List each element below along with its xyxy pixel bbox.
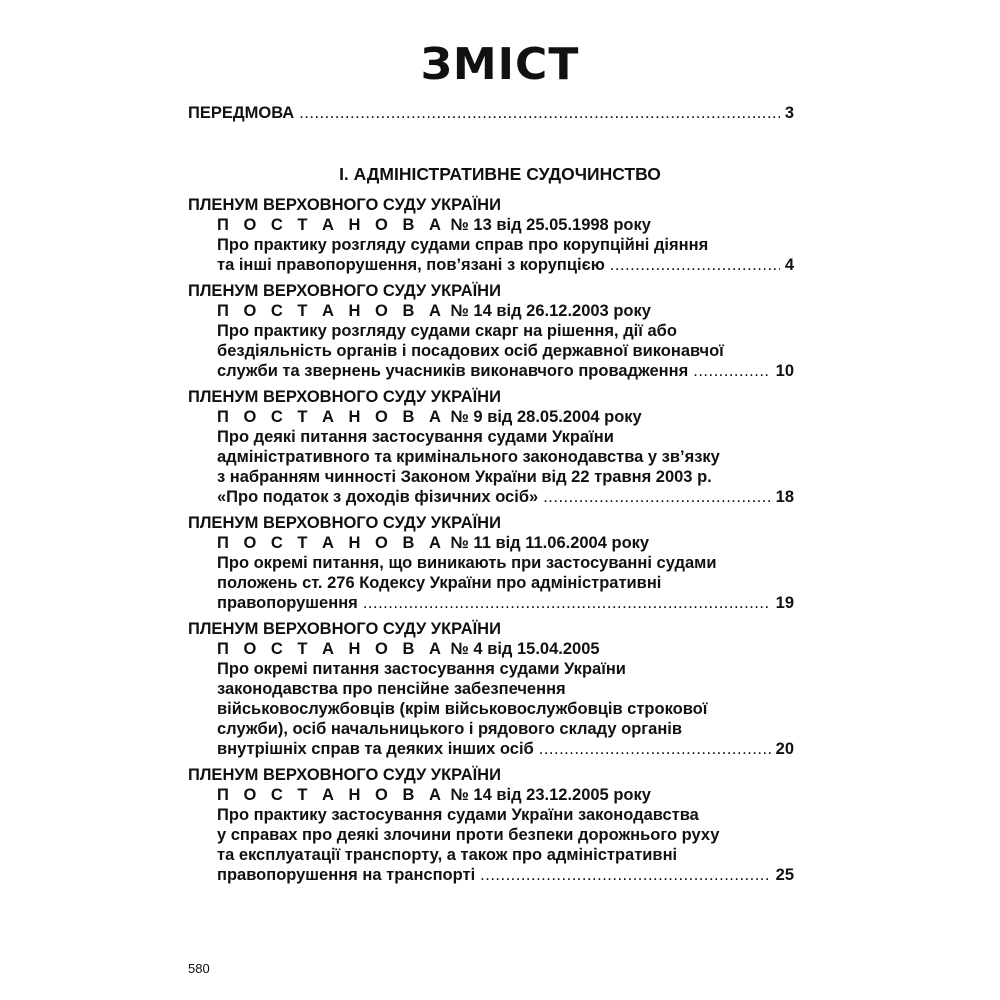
page-footer-number: 580 bbox=[188, 961, 210, 976]
toc-entries bbox=[188, 195, 794, 891]
resolution-details: № 11 від 11.06.2004 року bbox=[450, 534, 650, 552]
resolution-word: П О С Т А Н О В А bbox=[217, 786, 446, 804]
toc-entry-title-line: Про деякі питання застосування судами України bbox=[217, 428, 614, 446]
toc-entry-resolution bbox=[188, 639, 794, 659]
toc-entry-title-line: військовослужбовців (крім військовослужбовців строкової bbox=[217, 700, 708, 718]
toc-entry-title-line: Про практику розгляду судами справ про корупційні діяння bbox=[217, 236, 709, 254]
toc-entry-title-line: правопорушення на транспорті bbox=[217, 866, 476, 884]
toc-entry-resolution bbox=[188, 785, 794, 805]
toc-entry-resolution bbox=[188, 215, 794, 235]
toc-entry-title-line: служби), осіб начальницького і рядового складу органів bbox=[217, 720, 683, 738]
toc-entry-court: ПЛЕНУМ ВЕРХОВНОГО СУДУ УКРАЇНИ bbox=[188, 514, 501, 532]
resolution-word: П О С Т А Н О В А bbox=[217, 216, 446, 234]
toc-entry[interactable] bbox=[188, 281, 794, 381]
toc-page-number: 19 bbox=[775, 594, 794, 612]
resolution-word: П О С Т А Н О В А bbox=[217, 302, 446, 320]
toc-entry-title-line: Про практику застосування судами України законодавства bbox=[217, 806, 699, 824]
toc-entry-title-line: Про окремі питання, що виникають при застосуванні судами bbox=[217, 554, 717, 572]
toc-entry-last-line bbox=[188, 361, 794, 381]
toc-entry-title-line: у справах про деякі злочини проти безпеки дорожнього руху bbox=[217, 826, 720, 844]
toc-preface-label: ПЕРЕДМОВА bbox=[188, 104, 295, 122]
resolution-details: № 4 від 15.04.2005 bbox=[450, 640, 600, 658]
toc-preface[interactable] bbox=[188, 103, 794, 123]
dot-leader bbox=[610, 255, 780, 275]
toc-entry-court: ПЛЕНУМ ВЕРХОВНОГО СУДУ УКРАЇНИ bbox=[188, 620, 501, 638]
section-heading: І. АДМІНІСТРАТИВНЕ СУДОЧИНСТВО bbox=[339, 164, 661, 184]
toc-entry-last-line bbox=[188, 739, 794, 759]
resolution-details: № 14 від 23.12.2005 року bbox=[450, 786, 651, 804]
toc-entry-court: ПЛЕНУМ ВЕРХОВНОГО СУДУ УКРАЇНИ bbox=[188, 282, 501, 300]
dot-leader bbox=[480, 865, 770, 885]
toc-entry[interactable] bbox=[188, 513, 794, 613]
toc-entry-title-line: Про практику розгляду судами скарг на рішення, дії або bbox=[217, 322, 677, 340]
toc-entry-title-line: «Про податок з доходів фізичних осіб» bbox=[217, 488, 539, 506]
toc-entry[interactable] bbox=[188, 387, 794, 507]
toc-entry[interactable] bbox=[188, 619, 794, 759]
toc-entry-title-line: служби та звернень учасників виконавчого провадження bbox=[217, 362, 689, 380]
toc-entry-title-line: законодавства про пенсійне забезпечення bbox=[217, 680, 566, 698]
toc-entry-title-line: адміністративного та кримінального законодавства у зв’язку bbox=[217, 448, 720, 466]
resolution-details: № 13 від 25.05.1998 року bbox=[450, 216, 651, 234]
resolution-word: П О С Т А Н О В А bbox=[217, 408, 446, 426]
toc-page-number: 18 bbox=[775, 488, 794, 506]
toc-entry[interactable] bbox=[188, 195, 794, 275]
toc-page-number: 3 bbox=[784, 104, 794, 122]
toc-page-number: 25 bbox=[775, 866, 794, 884]
toc-page-number: 4 bbox=[784, 256, 794, 274]
dot-leader bbox=[693, 361, 770, 381]
resolution-word: П О С Т А Н О В А bbox=[217, 534, 446, 552]
toc-entry-title-line: бездіяльність органів і посадових осіб державної виконавчої bbox=[217, 342, 724, 360]
toc-entry-resolution bbox=[188, 407, 794, 427]
toc-entry-title-line: правопорушення bbox=[217, 594, 358, 612]
dot-leader bbox=[363, 593, 771, 613]
toc-entry-title-line: та експлуатації транспорту, а також про адміністративні bbox=[217, 846, 678, 864]
toc-entry-title-line: положень ст. 276 Кодексу України про адміністративні bbox=[217, 574, 662, 592]
toc-entry-title-line: Про окремі питання застосування судами України bbox=[217, 660, 626, 678]
toc-entry-last-line bbox=[188, 865, 794, 885]
toc-entry-title-line: та інші правопорушення, пов’язані з корупцією bbox=[217, 256, 605, 274]
toc-page-number: 20 bbox=[775, 740, 794, 758]
toc-entry-court: ПЛЕНУМ ВЕРХОВНОГО СУДУ УКРАЇНИ bbox=[188, 196, 501, 214]
dot-leader bbox=[543, 487, 770, 507]
toc-entry-resolution bbox=[188, 533, 794, 553]
toc-entry-last-line bbox=[188, 255, 794, 275]
toc-entry-court: ПЛЕНУМ ВЕРХОВНОГО СУДУ УКРАЇНИ bbox=[188, 388, 501, 406]
resolution-word: П О С Т А Н О В А bbox=[217, 640, 446, 658]
resolution-details: № 9 від 28.05.2004 року bbox=[450, 408, 642, 426]
dot-leader bbox=[539, 739, 771, 759]
toc-entry[interactable] bbox=[188, 765, 794, 885]
toc-page-number: 10 bbox=[775, 362, 794, 380]
toc-entry-title-line: внутрішніх справ та деяких інших осіб bbox=[217, 740, 534, 758]
toc-entry-last-line bbox=[188, 593, 794, 613]
page-title: ЗМІСТ bbox=[420, 39, 580, 90]
resolution-details: № 14 від 26.12.2003 року bbox=[450, 302, 651, 320]
toc-entry-last-line bbox=[188, 487, 794, 507]
toc-entry-title-line: з набранням чинності Законом України від 22 травня 2003 р. bbox=[217, 468, 712, 486]
toc-entry-court: ПЛЕНУМ ВЕРХОВНОГО СУДУ УКРАЇНИ bbox=[188, 766, 501, 784]
toc-entry-resolution bbox=[188, 301, 794, 321]
dot-leader bbox=[299, 103, 780, 123]
